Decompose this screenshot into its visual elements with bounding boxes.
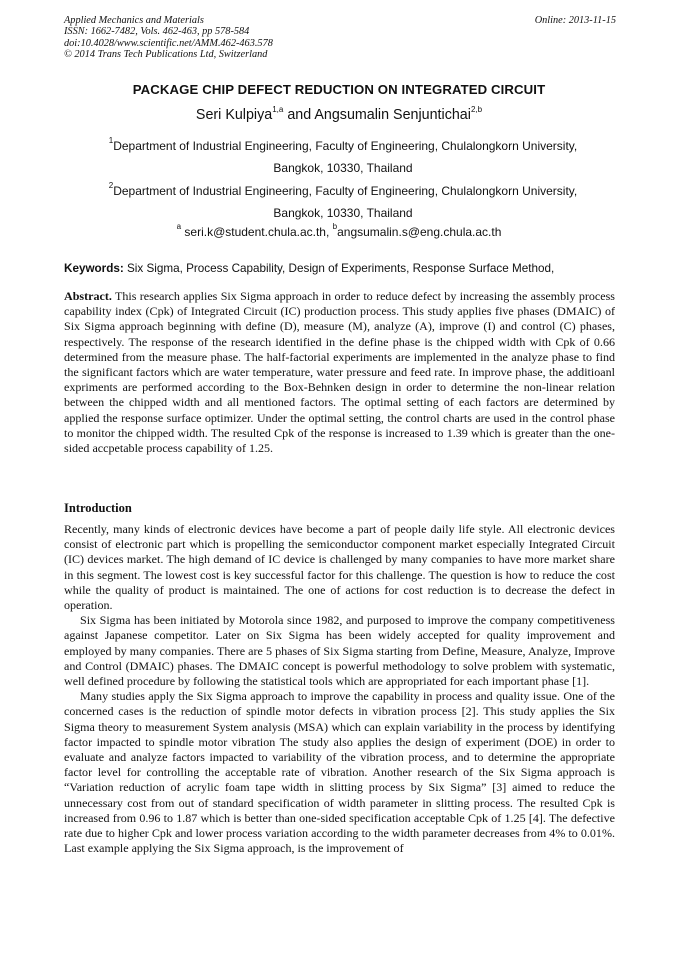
author-emails [60, 222, 618, 239]
email-b-superscript: b [332, 222, 338, 231]
introduction-body [64, 522, 615, 856]
email-a: seri.k@student.chula.ac.th, [181, 225, 333, 239]
author-line [40, 105, 638, 123]
paragraph: Six Sigma has been initiated by Motorola since 1982, and purposed to improve the company competitiveness against Japanese competitor. Later on Six Sigma has been widely accepted for quality improvement and employed by many companies. There are 5 phases of Six Sigma starting from Define, Measure, Analyze, Improve and Control (DMAIC) phases. The DMAIC concept is powerful methodology to solve problem with systematic, well defined procedure by following the statistical tools which are appropriated for each important phase [1]. [64, 613, 615, 689]
online-date: Online: 2013-11-15 [534, 15, 616, 26]
author-2: Angsumalin Senjuntichai [314, 107, 471, 123]
keywords-text: Six Sigma, Process Capability, Design of Experiments, Response Surface Method, [123, 262, 555, 275]
abstract-label: Abstract. [64, 289, 112, 303]
author-2-superscript: 2,b [470, 105, 483, 114]
affiliation-2-superscript: 2 [108, 181, 114, 190]
abstract-text: This research applies Six Sigma approach in order to reduce defect by increasing the assembly process capability index (Cpk) of Integrated Circuit (IC) production process. This study applies five phases (DMAIC) of Six Sigma approach beginning with define (D), measure (M), analyze (A), improve (I) and control (C) phases, respectively. The response of the research identified in the define phase is the chipped width with Cpk of 0.66 determined from the measure phase. The half-factorial experiments are implemented in the analyze phase to find the significant factors which are water temperature, water pressure and feed rate. In improve phase, the additioanl expriments are performed according to the Box-Behnken design in order to determine the non-linear relation between the chipped width and all mentioned factors. The optimal setting of each factors are determined by applied the response surface optimizer. Under the optimal setting, the control charts are used in the control phase to monitor the chipped width. The resulted Cpk of the response is increased to 1.39 which is greater than the one-sided accpetable process capability of 1.25. [64, 289, 615, 456]
copyright-line: © 2014 Trans Tech Publications Ltd, Switzerland [64, 49, 268, 61]
affiliation-2 [88, 175, 598, 224]
affiliation-1 [88, 130, 598, 179]
author-1-superscript: 1,a [272, 105, 284, 114]
affiliation-1-superscript: 1 [108, 136, 114, 145]
email-b: angsumalin.s@eng.chula.ac.th [337, 225, 502, 239]
paragraph: Many studies apply the Six Sigma approach to improve the capability in process and quality issue. One of the concerned cases is the reduction of spindle motor defects in vibration process [2]. This study applies the Six Sigma theory to measurement System analysis (MSA) which can explain variability in the process by identifying factor impacted to spindle motor vibration The study also applies the design of experiment (DOE) in order to evaluate and analyze factors impacted to variability of the vibration process, and to determine the appropriate factor level for controlling the acceptable rate of vibration. Another research of the Six Sigma approach is “Variation reduction of acrylic foam tape width in slitting process by Six Sigma” [3] aimed to reduce the unnecessary cost from out of standard specification of width parameter in slitting process. The resulted Cpk is increased from 0.96 to 1.87 which is better than one-sided specification acceptable Cpk of 1.25 [4]. The defective rate due to higher Cpk and lower process variation according to the width parameter decreases from 4% to 0.01%. Last example applying the Six Sigma approach, is the improvement of [64, 689, 615, 856]
issn-line: ISSN: 1662-7482, Vols. 462-463, pp 578-584 [64, 26, 250, 38]
author-1: Seri Kulpiya [195, 107, 273, 123]
affiliation-1-line-2: Bangkok, 10330, Thailand [273, 161, 413, 175]
keywords-label: Keywords: [64, 262, 124, 275]
paper-title: PACKAGE CHIP DEFECT REDUCTION ON INTEGRATED CIRCUIT [132, 82, 546, 97]
email-a-superscript: a [176, 222, 182, 231]
paragraph: Recently, many kinds of electronic devices have become a part of people daily life style. All electronic devices consist of electronic part which is propelling the semiconductor component market especially Integrated Circuit (IC) devices market. The high demand of IC device is challenged by many companies to have more market share in this segment. The lowest cost is key successful factor for this challenge. The question is how to reduce the cost while the quality of product is maintained. The one of actions for cost reduction is to decrease the defect in operation. [64, 522, 615, 613]
affiliation-1-line-1: Department of Industrial Engineering, Faculty of Engineering, Chulalongkorn University, [113, 139, 578, 153]
affiliation-2-line-2: Bangkok, 10330, Thailand [273, 206, 413, 220]
journal-header [64, 15, 616, 61]
keywords [64, 262, 624, 275]
doi-line: doi:10.4028/www.scientific.net/AMM.462-463.578 [64, 37, 273, 49]
author-conjunction: and [283, 107, 315, 123]
affiliation-2-line-1: Department of Industrial Engineering, Faculty of Engineering, Chulalongkorn University, [113, 184, 578, 198]
abstract [64, 289, 615, 456]
journal-name: Applied Mechanics and Materials [64, 15, 204, 26]
introduction-heading: Introduction [64, 501, 132, 515]
